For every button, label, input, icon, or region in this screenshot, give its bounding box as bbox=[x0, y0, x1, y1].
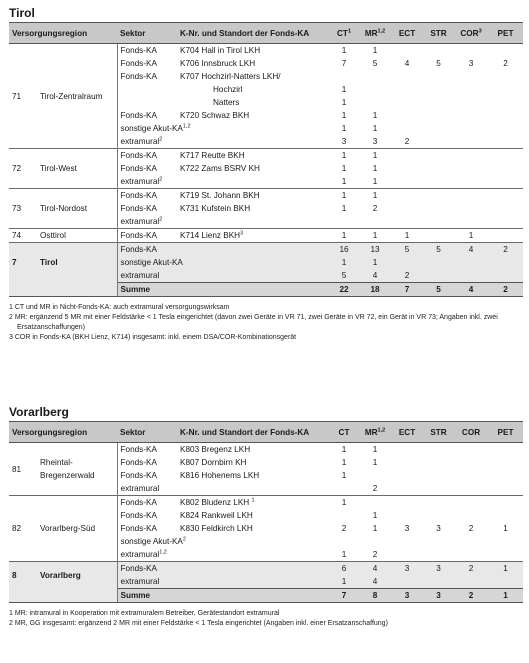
region-number: 71 bbox=[9, 44, 37, 149]
sum-row: Summe 22 18 7 5 4 2 bbox=[9, 283, 523, 297]
col-header-ect: ECT bbox=[391, 422, 423, 443]
table-row: Fonds-KA K816 Hohenems LKH 1 bbox=[9, 469, 523, 482]
col-header-cor: COR$^3$ bbox=[454, 23, 488, 44]
region-name: Tirol-Nordost bbox=[37, 189, 117, 229]
table-row: 73 Tirol-Nordost Fonds-KA K719 St. Johann BKH 1 1 bbox=[9, 189, 523, 203]
footnote: 1 CT und MR in Nicht-Fonds-KA: auch extramural versorgungswirksam bbox=[9, 304, 230, 311]
table-row: 82 Vorarlberg-Süd Fonds-KA K802 Bludenz LKH $^1$ 1 bbox=[9, 496, 523, 510]
col-header-pet: PET bbox=[488, 422, 523, 443]
region-name: Osttirol bbox=[37, 229, 117, 243]
section-vorarlberg bbox=[9, 405, 523, 629]
table-row: 7 Tirol Fonds-KA 16 13 5 5 4 2 bbox=[9, 243, 523, 257]
table-row: extramural 5 4 2 bbox=[9, 269, 523, 283]
region-number: 81 bbox=[9, 443, 37, 496]
table-row: 74 Osttirol Fonds-KA K714 Lienz BKH$^3$ 1 1 1 1 bbox=[9, 229, 523, 243]
footnotes bbox=[9, 609, 523, 629]
region-name: Tirol bbox=[37, 243, 117, 283]
vorarlberg-table bbox=[9, 421, 523, 603]
col-header-str: STR bbox=[423, 422, 454, 443]
region-number: 82 bbox=[9, 496, 37, 562]
region-name: Vorarlberg bbox=[37, 562, 117, 589]
col-header-ct: CT bbox=[329, 422, 359, 443]
col-header-standort: K-Nr. und Standort der Fonds-KA bbox=[177, 23, 329, 44]
region-name: Vorarlberg-Süd bbox=[37, 496, 117, 562]
table-row: extramural$^{1,2}$ 1 2 bbox=[9, 548, 523, 562]
col-header-mr: MR$^{1,2}$ bbox=[359, 422, 391, 443]
region-number: 74 bbox=[9, 229, 37, 243]
sum-row: Summe 7 8 3 3 2 1 bbox=[9, 589, 523, 603]
region-number: 7 bbox=[9, 243, 37, 283]
table-row: Fonds-KA K824 Rankweil LKH 1 bbox=[9, 509, 523, 522]
table-row: Fonds-KA K722 Zams BSRV KH 1 1 bbox=[9, 162, 523, 175]
table-row: extramural 1 4 bbox=[9, 575, 523, 589]
tirol-table bbox=[9, 22, 523, 297]
col-header-standort: K-Nr. und Standort der Fonds-KA bbox=[177, 422, 329, 443]
footnote: 2 MR: ergänzend 5 MR mit einer Feldstärke < 1 Tesla eingerichtet (davon zwei Geräte in VR 71, zwei Geräte in VR 72, ein Gerät in VR 73; Angaben inkl. zwei Ersatzanschaffungen) bbox=[9, 314, 498, 331]
region-number: 8 bbox=[9, 562, 37, 589]
table-row: 81 Rheintal-Bregenzerwald Fonds-KA K803 Bregenz LKH 1 1 bbox=[9, 443, 523, 457]
footnotes bbox=[9, 303, 523, 343]
table-row: Fonds-KA K731 Kufstein BKH 1 2 bbox=[9, 202, 523, 215]
col-header-ct: $CT^1$ bbox=[329, 23, 359, 44]
section-title: Tirol bbox=[9, 6, 35, 20]
table-row: sonstige Akut-$KA^2$ bbox=[9, 535, 523, 548]
table-row: Hochzirl 1 bbox=[9, 83, 523, 96]
region-number: 73 bbox=[9, 189, 37, 229]
col-header-sektor: Sektor bbox=[117, 422, 177, 443]
table-row: Fonds-KA K830 Feldkirch LKH 2 1 3 3 2 1 bbox=[9, 522, 523, 535]
table-row: sonstige Akut-KA$^{1,2}$ 1 1 bbox=[9, 122, 523, 135]
footnote: 1 MR: intramural in Kooperation mit extramuralem Betreiber, Gerätestandort extramural bbox=[9, 610, 280, 617]
table-row: Fonds-KA K720 Schwaz BKH 1 1 bbox=[9, 109, 523, 122]
col-header-region: Versorgungsregion bbox=[9, 23, 117, 44]
col-header-region: Versorgungsregion bbox=[9, 422, 117, 443]
section-tirol bbox=[9, 6, 523, 343]
footnote: 3 COR in Fonds-KA (BKH Lienz, K714) insgesamt: inkl. einem DSA/COR-Kombinationsgerät bbox=[9, 334, 297, 341]
region-number: 72 bbox=[9, 149, 37, 189]
table-row: 71 Tirol-Zentralraum Fonds-KA K704 Hall in Tirol LKH 1 1 bbox=[9, 44, 523, 58]
region-name: Rheintal-Bregenzerwald bbox=[37, 443, 117, 496]
table-row: sonstige Akut-KA 1 1 bbox=[9, 256, 523, 269]
table-row: Natters 1 bbox=[9, 96, 523, 109]
table-row: extramural 2 bbox=[9, 482, 523, 496]
col-header-pet: PET bbox=[488, 23, 523, 44]
table-row: extramural$^2$ bbox=[9, 215, 523, 229]
table-row: 8 Vorarlberg Fonds-KA 6 4 3 3 2 1 bbox=[9, 562, 523, 576]
table-row: extramural$^2$ 1 1 bbox=[9, 175, 523, 189]
col-header-cor: COR bbox=[454, 422, 488, 443]
section-title: Vorarlberg bbox=[9, 405, 69, 419]
table-row: Fonds-KA K807 Dornbirn KH 1 1 bbox=[9, 456, 523, 469]
col-header-sektor: Sektor bbox=[117, 23, 177, 44]
region-name: Tirol-West bbox=[37, 149, 117, 189]
table-row: Fonds-KA K706 Innsbruck LKH 7 5 4 5 3 2 bbox=[9, 57, 523, 70]
table-row: Fonds-KA K707 Hochzirl-Natters LKH/ bbox=[9, 70, 523, 83]
footnote: 2 MR, GG insgesamt: ergänzend 2 MR mit einer Feldstärke < 1 Tesla eingerichtet (Angaben inkl. einer Ersatzanschaffung) bbox=[9, 620, 388, 627]
table-row: 72 Tirol-West Fonds-KA K717 Reutte BKH 1 1 bbox=[9, 149, 523, 163]
col-header-ect: ECT bbox=[391, 23, 423, 44]
region-name: Tirol-Zentralraum bbox=[37, 44, 117, 149]
col-header-str: STR bbox=[423, 23, 454, 44]
table-row: extramural$^2$ 3 3 2 bbox=[9, 135, 523, 148]
col-header-mr: MR$^{1,2}$ bbox=[359, 23, 391, 44]
